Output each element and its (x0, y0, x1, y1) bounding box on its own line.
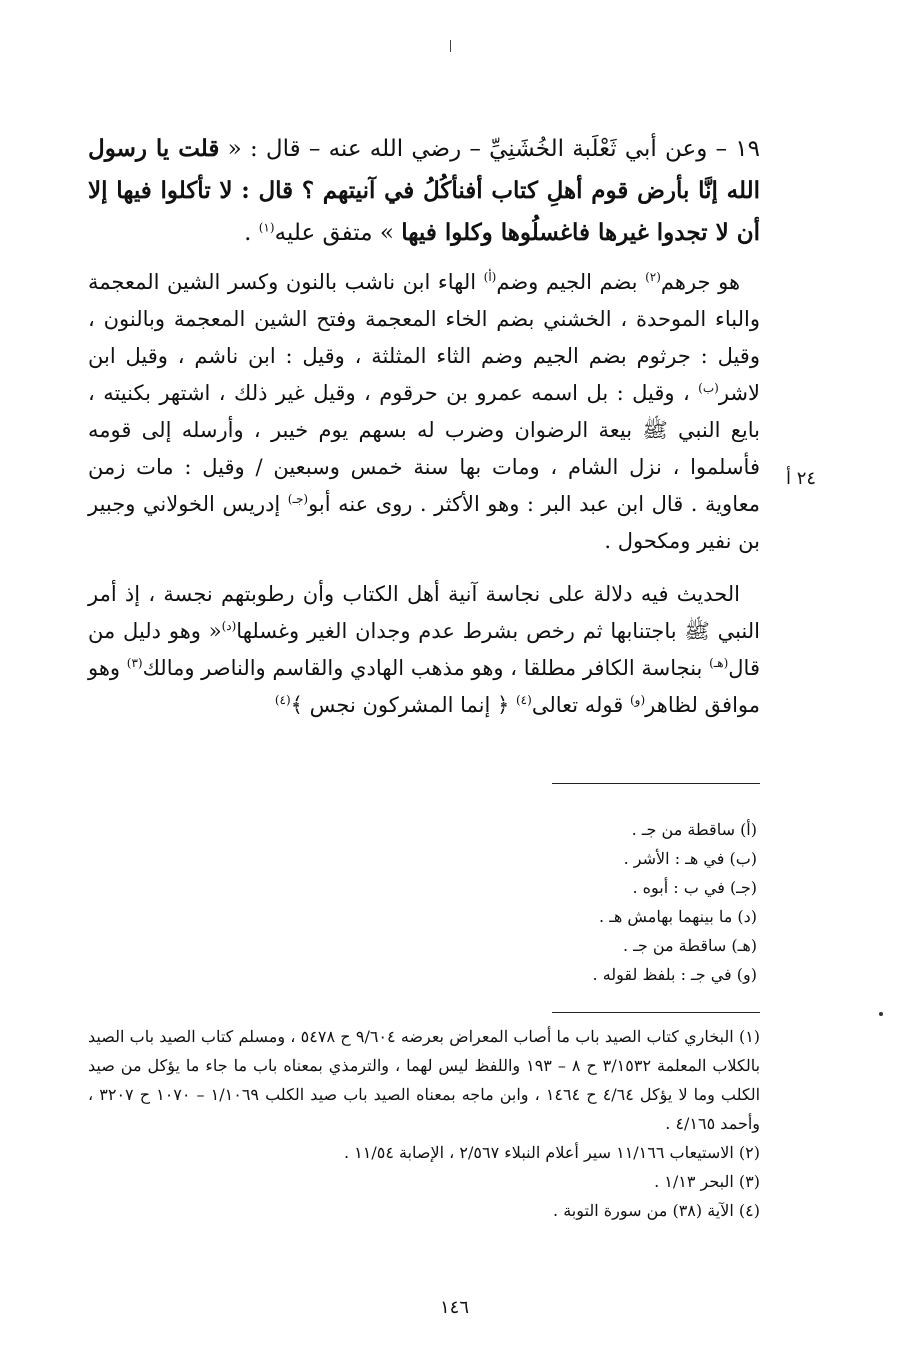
commentary-paragraph (88, 576, 760, 724)
top-mark (450, 40, 451, 52)
margin-dot (879, 1012, 883, 1016)
hadith-outro: » متفق عليه (274, 220, 394, 246)
bio-text: الهاء ابن ناشب بالنون وكسر الشين المعجمة والباء الموحدة ، الخشني بضم الخاء المعجمة وفتح الشين المعجمة وبالنون ، وقيل : جرثوم بضم الجيم وضم الثاء المثلثة ، وقيل : ابن ناشم ، وقيل ابن لاشر (88, 270, 760, 405)
footnote: (١) البخاري كتاب الصيد باب ما أصاب المعراض بعرضه ٩/٦٠٤ ح ٥٤٧٨ ، ومسلم كتاب الصيد باب الصيد بالكلاب المعلمة ٣/١٥٣٢ ح ٨ – ١٩٣ واللفظ ليس لهما ، والترمذي بمعناه باب ما جاء ما يؤكل من صيد الكلب وما لا يؤكل ٤/٦٤ ح ١٤٦٤ ، وابن ماجه بمعناه الصيد باب صيد الكلب ١/١٠٦٩ – ١٠٧٠ ح ٣٢٠٧ ، وأحمد ٤/١٦٥ . (88, 1027, 761, 1133)
footnotes (88, 1022, 760, 1225)
quran-quote: ﴿ إنما المشركون نجس ﴾ (290, 693, 516, 717)
manuscript-folio-marker: ٢٤ أ (786, 468, 817, 489)
variant-note: (د) ما بينهما بهامش هـ . (599, 907, 757, 926)
commentary-text: وهو موافق لظاهر (88, 656, 760, 717)
variant-ref: (أ) (483, 270, 497, 284)
variant-ref: (هـ) (709, 656, 729, 670)
footnote: (٢) الاستيعاب ١١/١٦٦ سير أعلام النبلاء ٢/٥٦٧ ، الإصابة ١١/٥٤ . (344, 1143, 760, 1162)
footnote: (٤) الآية (٣٨) من سورة التوبة . (553, 1201, 760, 1220)
commentary-text: الحديث فيه دلالة على نجاسة آنية أهل الكتاب وأن رطوبتهم نجسة ، إذ أمر النبي ﷺ باجتنابها ثم رخص بشرط عدم وجدان الغير وغسلها (88, 582, 760, 643)
main-text (88, 128, 760, 724)
variant-note: (ب) في هـ : الأشر . (623, 849, 757, 868)
variant-ref: (جـ) (287, 492, 309, 506)
narrator-biography (88, 264, 760, 560)
hadith-paragraph (88, 128, 760, 254)
footnote-ref: (٤) (274, 693, 291, 707)
bio-text: إدريس الخولاني وجبير بن نفير ومكحول . (88, 492, 760, 553)
commentary-text: بنجاسة الكافر مطلقا ، وهو مذهب الهادي والقاسم والناصر ومالك (142, 656, 710, 680)
bio-text: ، وقيل : بل اسمه عمرو بن حرقوم ، وقيل غير ذلك ، اشتهر بكنيته ، بايع النبي ﷺ بيعة الرضوان وضرب له بسهم يوم خيبر ، وأرسله إلى قومه فأسلموا ، نزل الشام ، ومات بها سنة خمس وسبعين / وقيل : مات زمن معاوية . قال ابن عبد البر : وهو الأكثر . روى عنه أبو (88, 381, 760, 516)
bio-text: هو جرهم (660, 270, 741, 294)
variant-notes (593, 815, 757, 989)
commentary-text: « وهو دليل من قال (88, 619, 760, 680)
variant-note: (جـ) في ب : أبوه . (632, 878, 757, 897)
variant-ref: (د) (221, 619, 237, 633)
hadith-end: . (244, 220, 259, 246)
commentary-text: قوله تعالى (531, 693, 630, 717)
hadith-quote: قلت يا رسول الله إنَّا بأرض قوم أهلِ كتاب أفنأكُلُ في آنيتهم ؟ قال : لا تأكلوا فيها إلا أن لا تجدوا غيرها فاغسلُوها وكلوا فيها (88, 135, 760, 246)
page-number: ١٤٦ (439, 1297, 469, 1318)
footnote-ref: (٢) (645, 270, 661, 284)
bio-text: بضم الجيم وضم (496, 270, 646, 294)
variant-ref: (ب) (698, 381, 719, 395)
footnote: (٣) البحر ١/١٣ . (654, 1172, 760, 1191)
footnote-ref: (٣) (126, 656, 143, 670)
variant-note: (هـ) ساقطة من جـ . (623, 936, 757, 955)
divider-line (552, 783, 760, 784)
footnote-ref: (٤) (515, 693, 532, 707)
hadith-intro: ١٩ – وعن أبي ثَعْلَبة الخُشَنِيِّ – رضي الله عنه – قال : « (227, 136, 761, 162)
divider-line (552, 1012, 760, 1013)
variant-ref: (و) (629, 693, 646, 707)
variant-note: (و) في جـ : بلفظ لقوله . (592, 965, 757, 984)
footnote-ref: (١) (258, 220, 275, 235)
variant-note: (أ) ساقطة من جـ . (631, 820, 757, 839)
